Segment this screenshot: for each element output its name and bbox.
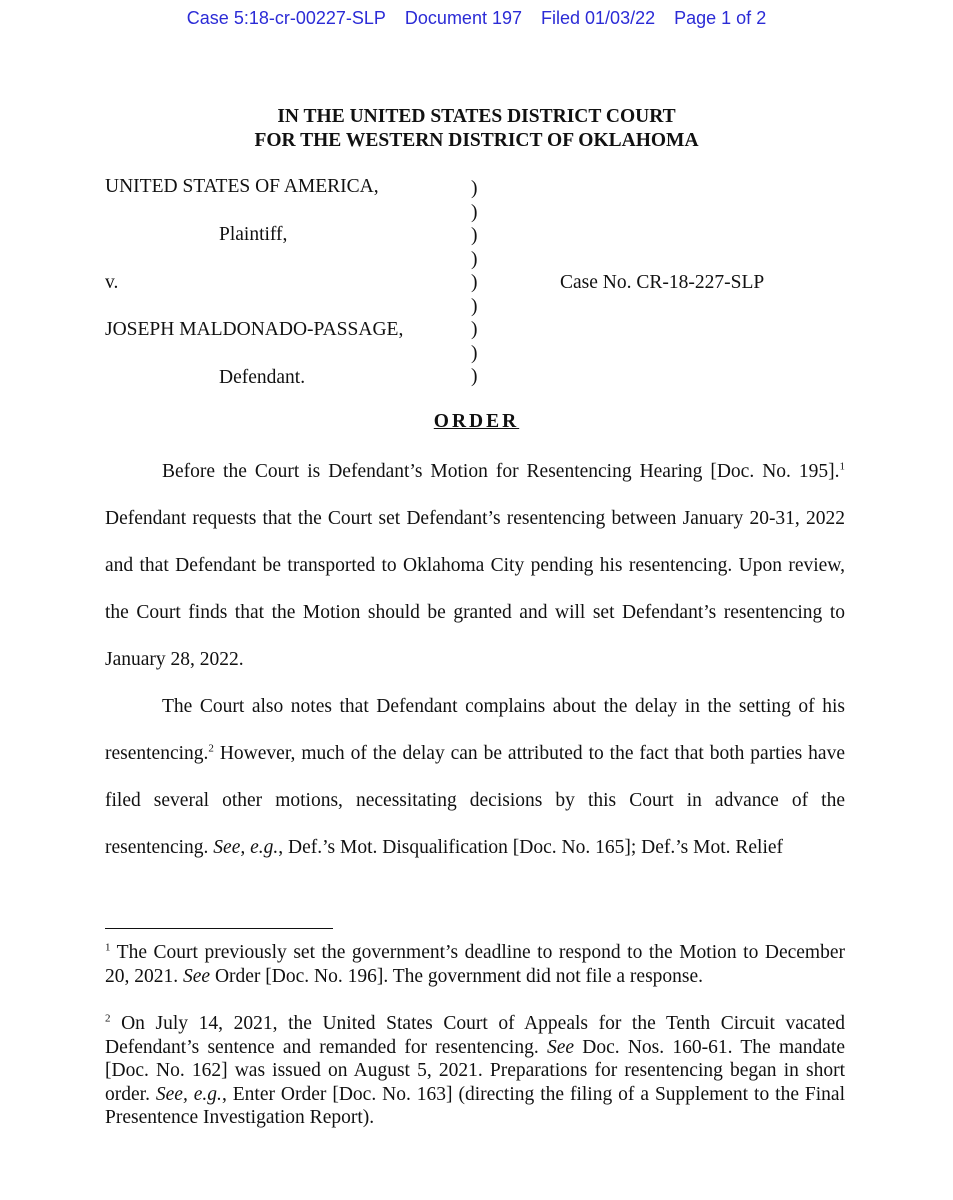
ecf-case-number: Case 5:18-cr-00227-SLP bbox=[186, 8, 386, 28]
ecf-page-indicator: Page 1 of 2 bbox=[674, 8, 767, 28]
court-heading-line1: IN THE UNITED STATES DISTRICT COURT bbox=[277, 106, 676, 127]
footnote-ref-1: 1 bbox=[839, 460, 845, 473]
plaintiff-name: UNITED STATES OF AMERICA, bbox=[105, 176, 379, 197]
paren: ) bbox=[471, 366, 478, 387]
versus: v. bbox=[105, 272, 119, 293]
ecf-header bbox=[0, 8, 953, 29]
paragraph-1: Before the Court is Defendant’s Motion for Resentencing Hearing [Doc. No. 195].$^1$ Defendant requests that the Court set Defendant’s resentencing between January 20-31, 2022 and that Defendant be transported to Oklahoma City pending his resentencing. Upon review, the Court finds that the Motion should be granted and will set Defendant’s resentencing to January 28, 2022. bbox=[105, 460, 845, 670]
footnote-2: $^2$ On July 14, 2021, the United States Court of Appeals for the Tenth Circuit vacated Defendant’s sentence and remanded for resentencing. See Doc. Nos. 160-61. The mandate [Doc. No. 162] was issued on August 5, 2021. Preparations for resentencing began in short order. See, e.g., Enter Order [Doc. No. 163] (directing the filing of a Supplement to the Final Presentence Investigation Report). bbox=[105, 1012, 846, 1128]
paren: ) bbox=[471, 225, 478, 246]
caption-parentheses bbox=[471, 177, 478, 389]
defendant-role: Defendant. bbox=[219, 367, 306, 388]
case-number: Case No. CR-18-227-SLP bbox=[560, 272, 765, 293]
paren: ) bbox=[471, 248, 478, 270]
ecf-document-number: Document 197 bbox=[404, 8, 522, 28]
plaintiff-role: Plaintiff, bbox=[219, 224, 288, 245]
footnote-divider bbox=[105, 928, 333, 929]
court-heading bbox=[0, 105, 953, 153]
paren: ) bbox=[471, 272, 478, 293]
paren: ) bbox=[471, 201, 478, 223]
paren: ) bbox=[471, 178, 478, 199]
footnote-ref-2: 2 bbox=[208, 742, 214, 755]
order-title: ORDER bbox=[433, 411, 520, 432]
court-heading-line2: FOR THE WESTERN DISTRICT OF OKLAHOMA bbox=[254, 130, 699, 151]
paren: ) bbox=[471, 295, 478, 317]
paragraph-2: The Court also notes that Defendant complains about the delay in the setting of his resentencing.$^2$ However, much of the delay can be attributed to the fact that both parties have filed several other motions, necessitating decisions by this Court in advance of the resentencing. See, e.g., Def.’s Mot. Disqualification [Doc. No. 165]; Def.’s Mot. Relief bbox=[105, 696, 845, 858]
paren: ) bbox=[471, 342, 478, 364]
order-body bbox=[105, 448, 845, 871]
footnote-1: $^1$ The Court previously set the government’s deadline to respond to the Motion to December 20, 2021. See Order [Doc. No. 196]. The government did not file a response. bbox=[105, 941, 845, 987]
paren: ) bbox=[471, 319, 478, 340]
defendant-name: JOSEPH MALDONADO-PASSAGE, bbox=[105, 319, 404, 340]
ecf-filed-date: Filed 01/03/22 bbox=[541, 8, 656, 28]
